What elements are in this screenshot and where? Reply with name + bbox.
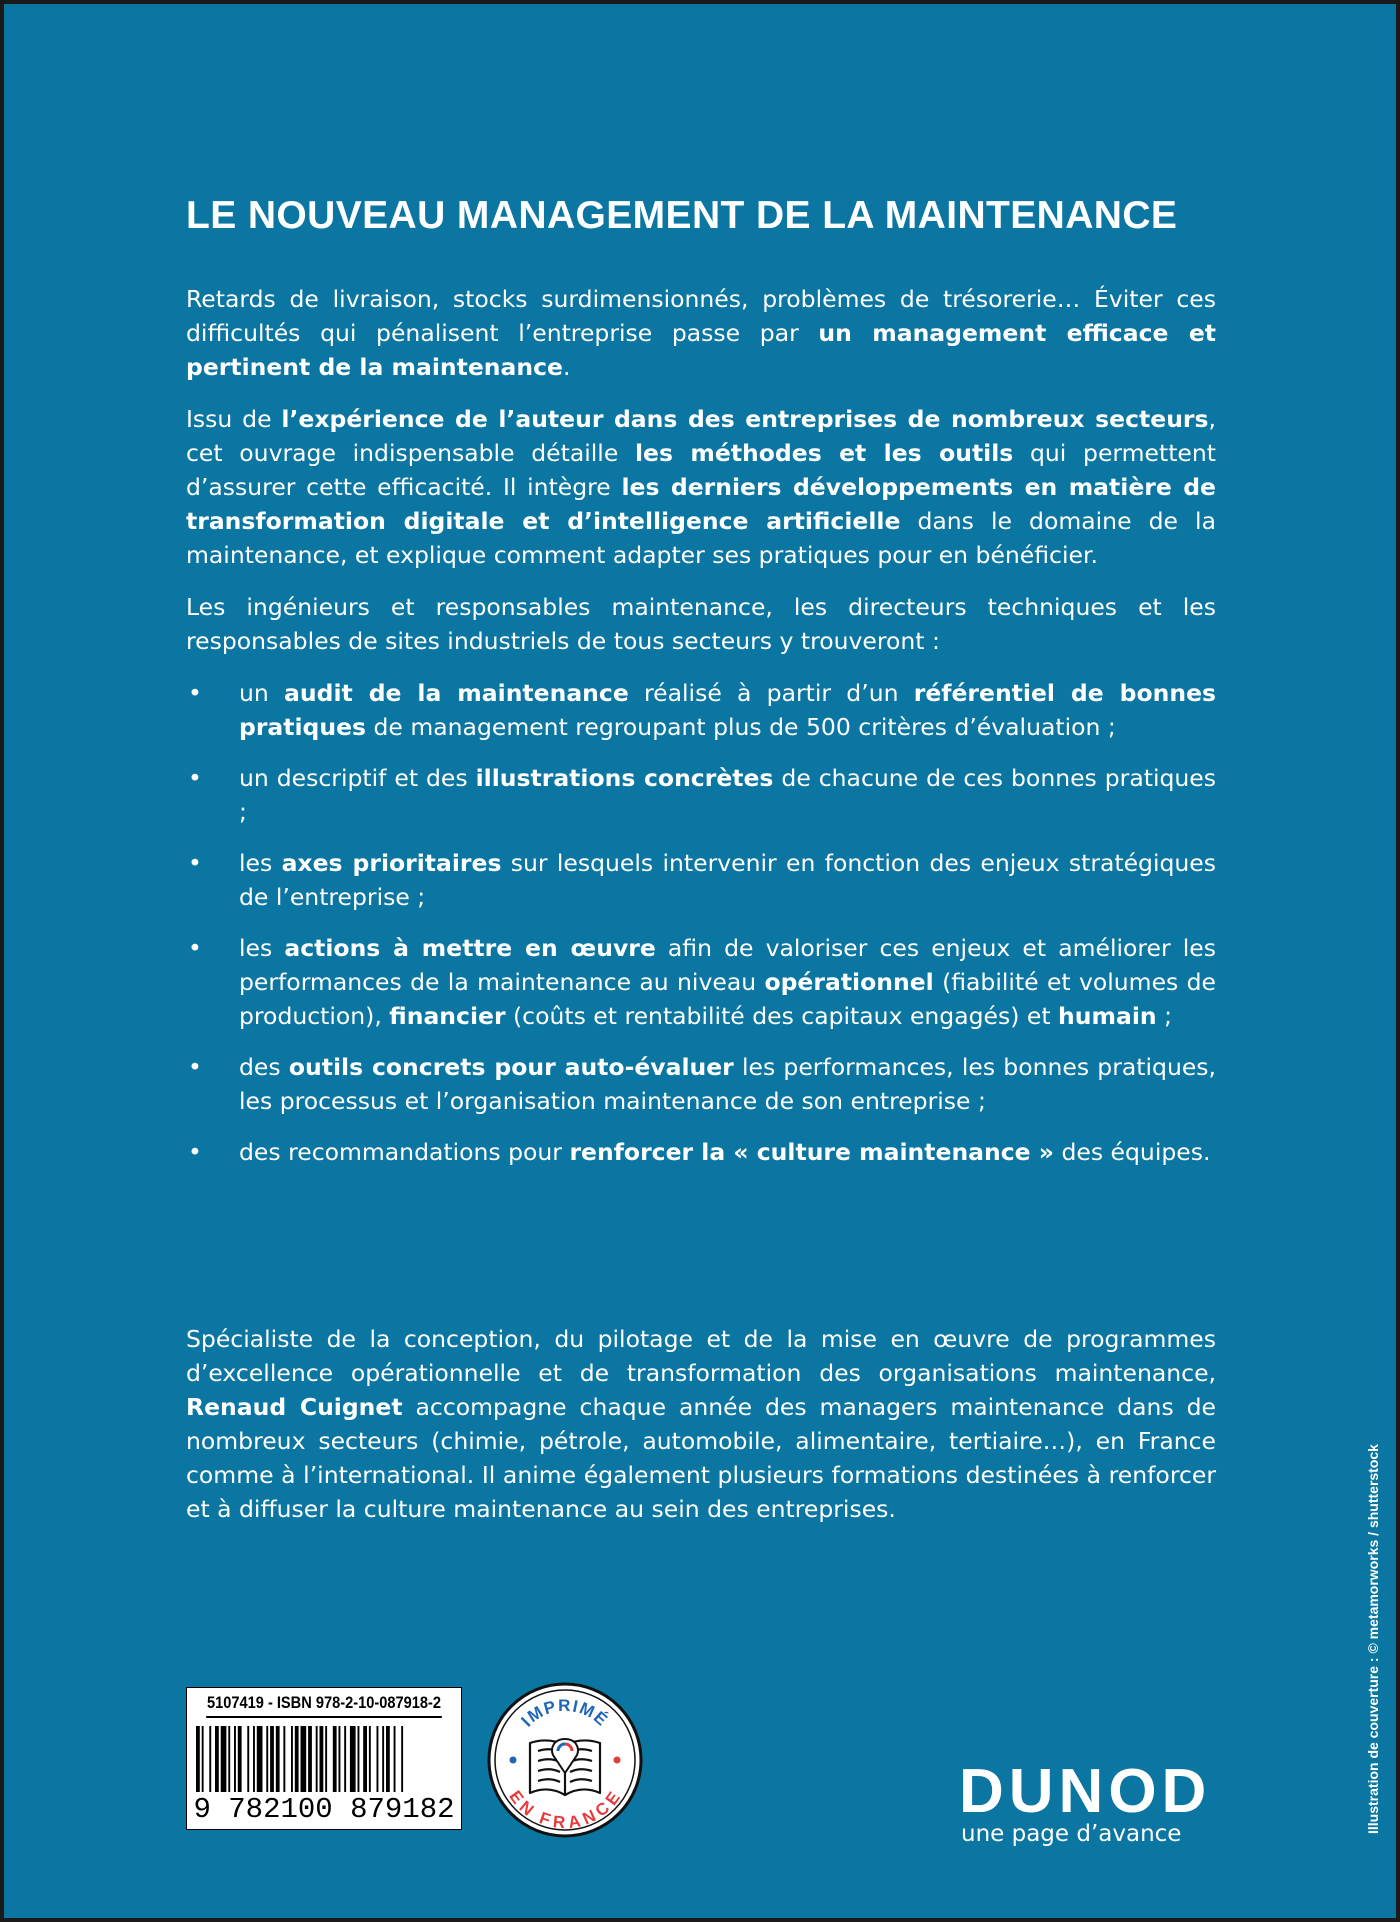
barcode-bar [196, 1726, 200, 1792]
isbn-number: 5107419 - ISBN 978-2-10-087918-2 [206, 1688, 442, 1718]
author-bio: Spécialiste de la conception, du pilotage et de la mise en œuvre de programmes d’excellence opérationnelle et de transformation des organisations maintenance, Renaud Cuignet accompagne chaque année des managers maintenance dans de nombreux secteurs (chimie, pétrole, automobile, alimentaire, tertiaire…), en France comme à l’international. Il anime également plusieurs formations destinées à renforcer et à diffuser la culture maintenance au sein des entreprises. [186, 1324, 1216, 1523]
badge-top-text: IMPRIMÉ [517, 1696, 613, 1731]
feature-list [186, 676, 1216, 1169]
barcode-bar [295, 1726, 299, 1792]
author-name: Renaud Cuignet [186, 1392, 403, 1421]
barcode-bar [209, 1726, 211, 1792]
list-item: • un descriptif et des illustrations concrètes de chacune de ces bonnes pratiques ; [186, 761, 1216, 829]
barcode-bar [228, 1726, 230, 1792]
barcode-bar [276, 1726, 280, 1792]
barcode-bar [202, 1726, 204, 1792]
barcode-bar [382, 1726, 384, 1792]
barcode-bar [257, 1726, 263, 1792]
barcode-bar [350, 1726, 356, 1792]
list-item: • les axes prioritaires sur lesquels intervenir en fonction des enjeux stratégiques de l’entreprise ; [186, 846, 1216, 914]
list-item: • des outils concrets pour auto-évaluer les performances, les bonnes pratiques, les processus et l’organisation maintenance de son entreprise ; [186, 1050, 1216, 1118]
barcode-bar [270, 1726, 274, 1792]
badge-bottom-text: EN FRANCE [505, 1787, 625, 1833]
list-item: • des recommandations pour renforcer la « culture maintenance » des équipes. [186, 1135, 1216, 1169]
barcode-bar [333, 1726, 337, 1792]
barcode-bar [291, 1726, 293, 1792]
barcode-bar [363, 1726, 367, 1792]
barcode-bar [247, 1726, 249, 1792]
audience-paragraph: Les ingénieurs et responsables maintenance, les directeurs techniques et les responsables de sites industriels de tous secteurs y trouveront : [186, 593, 1216, 655]
barcode-bar [221, 1726, 227, 1792]
isbn-barcode [186, 1687, 462, 1830]
barcode-bar [316, 1726, 318, 1792]
barcode-bar [308, 1726, 312, 1792]
barcode-digits: 9 782100 879182 [187, 1793, 461, 1827]
barcode-bar [325, 1726, 327, 1792]
barcode-bar [234, 1726, 236, 1792]
publisher-name: DUNOD [959, 1757, 1212, 1826]
back-cover [4, 4, 1396, 1918]
intro-paragraph: Retards de livraison, stocks surdimensionnés, problèmes de trésorerie… Éviter ces difficultés qui pénalisent l’entreprise passe par un management efficace et pertinent de la maintenance. [186, 285, 1216, 381]
barcode-bar [377, 1726, 379, 1792]
barcode-bar [215, 1726, 219, 1792]
barcode-bars [194, 1726, 454, 1794]
barcode-bar [386, 1726, 390, 1792]
list-item: • les actions à mettre en œuvre afin de valoriser ces enjeux et améliorer les performances de la maintenance au niveau opérationnel (fiabilité et volumes de production), financier (coûts et rentabilité des capitaux engagés) et humain ; [186, 931, 1216, 1033]
barcode-bar [283, 1726, 285, 1792]
illustration-credit: Illustration de couverture : © metamorworks / shutterstock [1365, 1444, 1381, 1834]
barcode-bar [238, 1726, 242, 1792]
publisher-tagline: une page d’avance [961, 1821, 1182, 1847]
barcode-bar [358, 1726, 360, 1792]
barcode-bar [401, 1726, 403, 1792]
barcode-bar [266, 1726, 268, 1792]
blurb [186, 282, 1216, 1186]
barcode-bar [339, 1726, 341, 1792]
list-item: • un audit de la maintenance réalisé à partir d’un référentiel de bonnes pratiques de management regroupant plus de 500 critères d’évaluation ; [186, 676, 1216, 744]
dunod-logo [959, 1757, 1212, 1848]
barcode-bar [301, 1726, 307, 1792]
description-paragraph: Issu de l’expérience de l’auteur dans des entreprises de nombreux secteurs, cet ouvrage indispensable détaille les méthodes et les outils qui permettent d’assurer cette efficacité. Il intègre les derniers développements en matière de transformation digitale et d’intelligence artificielle dans le domaine de la maintenance, et explique comment adapter ses pratiques pour en bénéficier. [186, 405, 1216, 569]
barcode-bar [394, 1726, 396, 1792]
barcode-bar [344, 1726, 346, 1792]
barcode-bar [369, 1726, 371, 1792]
barcode-bar [253, 1726, 255, 1792]
book-title: LE NOUVEAU MANAGEMENT DE LA MAINTENANCE [186, 194, 1178, 237]
barcode-bar [320, 1726, 324, 1792]
imprime-en-france-badge [486, 1681, 644, 1839]
